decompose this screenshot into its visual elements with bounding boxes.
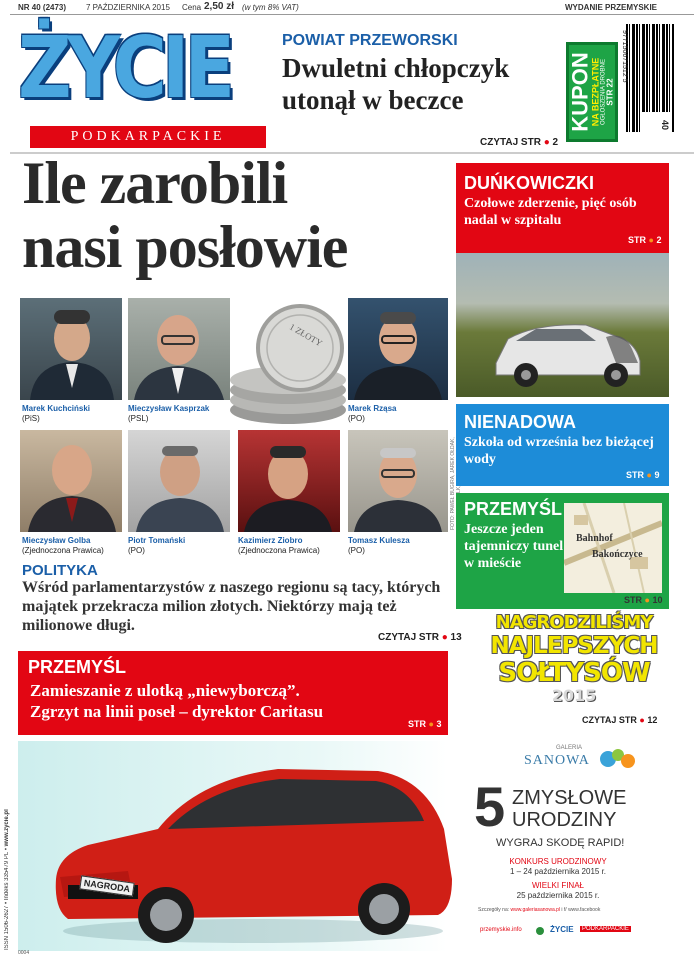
photo-kuchcinski[interactable] — [20, 298, 122, 400]
side-vertical-text: ISSN 1506-2627 • Indeks 335479 PL • www.zycie.pl — [4, 809, 10, 950]
politician-party: (Zjednoczona Prawica) — [238, 546, 320, 555]
page-number: 12 — [647, 715, 658, 725]
politician-name: Mieczysław Golba — [22, 536, 91, 545]
photo-ziobro[interactable] — [238, 430, 340, 532]
photo-credit: FOTO: PAWEŁ BUGIRA, JAREK OŁDAK, — [450, 437, 456, 530]
kupon-title: KUPON — [567, 52, 593, 132]
nienadowa-box[interactable] — [456, 404, 669, 486]
main-headline-line1[interactable]: Ile zarobili — [22, 150, 288, 216]
str-label: STR — [624, 595, 642, 605]
dunkowiczki-box[interactable] — [456, 163, 669, 397]
ad-win: WYGRAJ SKODĘ RAPID! — [496, 837, 625, 849]
photo-rzasa[interactable] — [348, 298, 448, 400]
issue-date: 7 PAŹDZIERNIKA 2015 — [86, 3, 170, 12]
ad-contest-dates: 1 – 24 października 2015 r. — [509, 867, 607, 876]
page-number: 9 — [654, 470, 660, 480]
ad-website[interactable]: www.galeriasanowa.pl — [510, 907, 561, 913]
read-label: CZYTAJ STR — [378, 632, 439, 643]
soltys-read-more[interactable] — [582, 715, 657, 725]
ad-details — [478, 907, 600, 913]
bullet: ● — [441, 632, 448, 643]
politician-party: (Zjednoczona Prawica) — [22, 546, 104, 555]
bottom-code: 0004 — [18, 950, 30, 956]
page-number: 3 — [436, 719, 442, 729]
str-label: STR — [628, 235, 646, 245]
coin-stack-image — [218, 300, 358, 430]
soltys-line1: NAGRODZILIŚMY — [495, 612, 653, 633]
politician-name: Tomasz Kulesza — [348, 536, 410, 545]
main-section: POLITYKA — [22, 562, 98, 579]
gallery-icon — [598, 745, 638, 773]
box-page — [628, 235, 661, 245]
read-label: CZYTAJ STR — [582, 715, 637, 725]
gallery-logo: SANOWA — [524, 753, 590, 768]
index: Indeks 335479 PL — [4, 851, 10, 901]
politician-name: Marek Rząsa — [348, 404, 397, 413]
bullet: ● — [646, 470, 652, 480]
box-text: Szkoła od września bez bieżącej wody — [464, 435, 654, 467]
issn: ISSN 1506-2627 — [4, 905, 10, 950]
issue-number: NR 40 (2473) — [18, 3, 67, 12]
box-title: PRZEMYŚL — [28, 657, 127, 677]
top-story-section: POWIAT PRZEWORSKI — [282, 32, 458, 49]
barcode-issue: 40 — [640, 112, 670, 138]
coin-text: 1 ZŁOTY — [287, 321, 325, 349]
politician-party: (PO) — [348, 546, 365, 555]
box-page — [624, 595, 662, 605]
soltys-year: 2015 — [551, 686, 597, 705]
politician-name: Piotr Tomański — [128, 536, 186, 545]
vat-note: (w tym 8% VAT) — [242, 3, 299, 12]
politician-name: Kazimierz Ziobro — [238, 536, 303, 545]
masthead-logo[interactable]: ŻYCIE — [18, 18, 230, 118]
str-label: STR — [626, 470, 644, 480]
barcode-number: 977150671512 5 — [621, 30, 628, 83]
page-number: 2 — [552, 137, 559, 148]
box-title: PRZEMYŚL — [464, 499, 563, 519]
sponsor-logo-3: PODKARPACKIE — [582, 926, 629, 932]
car-plate: NAGRODA — [79, 875, 134, 896]
bullet: ● — [543, 137, 550, 148]
photo-kulesza[interactable] — [348, 430, 448, 532]
price: 2,50 zł — [204, 1, 235, 12]
ad-contest: KONKURS URODZINOWY — [509, 857, 607, 866]
ad-final-date: 25 października 2015 r. — [516, 891, 600, 900]
box-page — [626, 470, 659, 480]
bullet: ● — [428, 719, 434, 729]
politician-party: (PiS) — [22, 414, 40, 423]
masthead-subtitle: PODKARPACKIE — [30, 126, 266, 148]
ad-urodziny: URODZINY — [512, 809, 617, 831]
bullet: ● — [648, 235, 654, 245]
box-text: Jeszcze jeden tajemniczy tunel w mieście — [464, 522, 564, 571]
price-label: Cena — [182, 3, 202, 12]
read-label: CZYTAJ STR — [480, 137, 541, 148]
page-number: 2 — [656, 235, 662, 245]
box-page — [408, 719, 441, 729]
soltys-line3: SOŁTYSÓW — [498, 658, 650, 688]
politician-party: (PO) — [348, 414, 365, 423]
politician-name: Mieczysław Kasprzak — [128, 404, 210, 413]
kupon-line3: OGŁOSZENIA DROBNE — [600, 59, 607, 126]
ad-details-prefix: Szczegóły na: — [478, 907, 510, 913]
kupon-page: STR 22 — [605, 78, 615, 106]
car-image — [48, 759, 458, 949]
page-number: 13 — [450, 632, 462, 643]
main-headline-line2[interactable]: nasi posłowie — [22, 214, 348, 280]
box-text-line2: Zgrzyt na linii poseł – dyrektor Caritasu — [30, 702, 324, 721]
box-title: NIENADOWA — [464, 412, 576, 432]
gallery-small: GALERIA — [556, 745, 583, 751]
soltys-line2: NAJLEPSZYCH — [490, 633, 658, 659]
ad-big-number: 5 — [474, 775, 506, 838]
main-read-more[interactable] — [378, 632, 462, 643]
przemysl-caritas-box[interactable] — [18, 651, 448, 735]
top-story-headline[interactable]: Dwuletni chłopczyk utonął w beczce — [282, 53, 510, 115]
map-label-bahnhof: Bahnhof — [576, 533, 613, 544]
bullet: ● — [639, 715, 645, 725]
soltys-banner[interactable] — [476, 612, 672, 730]
sponsor-logo-2: ŻYCIE — [550, 925, 574, 934]
top-story-read-more[interactable] — [480, 137, 558, 148]
map-label-bakonczyce: Bakończyce — [592, 549, 643, 560]
kupon-line2: NA BEZPŁATNE — [590, 57, 601, 127]
photo-golba[interactable] — [20, 430, 122, 532]
kupon-coupon[interactable] — [566, 42, 618, 142]
sponsor-logo-1: przemyskie.info — [480, 927, 522, 933]
page-number: 10 — [652, 595, 663, 605]
box-text-line1: Zamieszanie z ulotką „niewyborczą”. — [30, 681, 300, 700]
ad-final: WIELKI FINAŁ — [531, 881, 584, 890]
photo-kasprzak[interactable] — [128, 298, 230, 400]
crash-photo — [456, 253, 669, 397]
site-url[interactable]: www.zycie.pl — [4, 809, 10, 847]
przemysl-tunnel-box[interactable] — [456, 493, 669, 609]
edition: WYDANIE PRZEMYSKIE — [565, 3, 658, 12]
politician-party: (PSL) — [128, 414, 149, 423]
box-text: Czołowe zderzenie, pięć osób nadal w szpitalu — [464, 196, 637, 228]
sponsor-logo-circle — [536, 927, 544, 935]
bullet: ● — [644, 595, 650, 605]
str-label: STR — [408, 719, 426, 729]
map-image — [564, 503, 662, 593]
politician-party: (PO) — [128, 546, 145, 555]
photo-tomanski[interactable] — [128, 430, 230, 532]
main-lead[interactable]: Wśród parlamentarzystów z naszego regionu są tacy, których majątek przekracza milion złotych. Niektórzy mają też milionowe długi. — [22, 579, 441, 634]
politician-name: Marek Kuchciński — [22, 404, 91, 413]
sanowa-advertisement[interactable] — [18, 741, 678, 951]
ad-zmyslowe: ZMYSŁOWE — [512, 787, 627, 809]
ad-facebook: i f/ www.facebook — [561, 907, 601, 913]
box-title: DUŃKOWICZKI — [464, 173, 594, 193]
